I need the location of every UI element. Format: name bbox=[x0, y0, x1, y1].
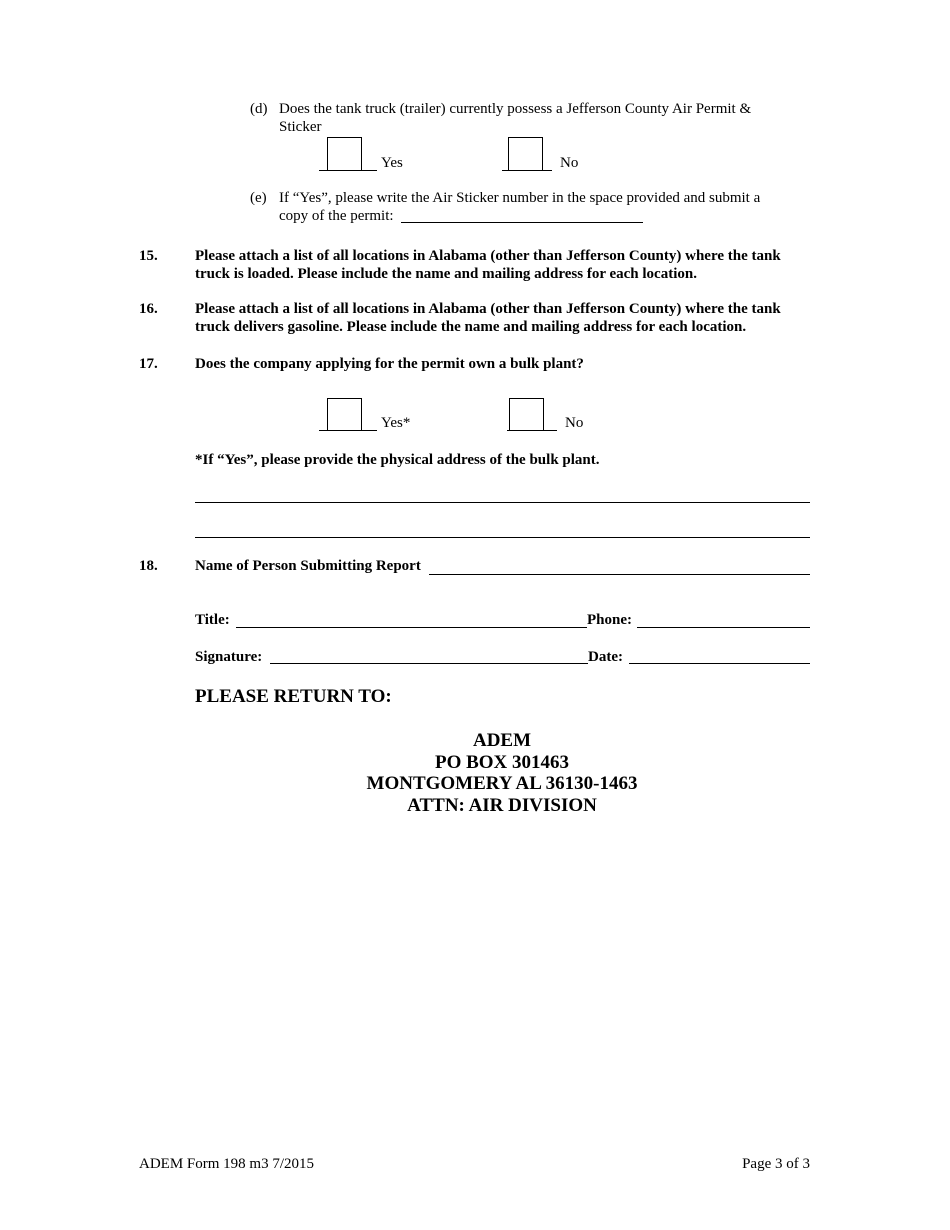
return-address bbox=[302, 730, 702, 816]
return-heading: PLEASE RETURN TO: bbox=[195, 686, 392, 707]
q15-text-line1: Please attach a list of all locations in Alabama (other than Jefferson County) where the tank bbox=[195, 248, 781, 264]
bulk-plant-address-line2[interactable] bbox=[195, 537, 810, 538]
return-line-attn: ATTN: AIR DIVISION bbox=[407, 794, 597, 816]
item-d-question-line2: Sticker bbox=[279, 119, 322, 135]
air-sticker-number-field[interactable] bbox=[401, 222, 643, 223]
date-field[interactable] bbox=[629, 663, 810, 664]
item-e-question-line2: copy of the permit: bbox=[279, 208, 394, 224]
return-line-po-box: PO BOX 301463 bbox=[434, 751, 570, 773]
q17-number: 17. bbox=[139, 356, 158, 372]
q17-no-checkbox[interactable] bbox=[509, 398, 544, 431]
submitter-name-label: Name of Person Submitting Report bbox=[195, 558, 421, 574]
title-field[interactable] bbox=[236, 627, 587, 628]
q15-text-line2: truck is loaded. Please include the name and mailing address for each location. bbox=[195, 266, 697, 282]
return-line-city: MONTGOMERY AL 36130-1463 bbox=[366, 773, 638, 794]
item-d-no-label: No bbox=[560, 155, 579, 171]
q16-text-line2: truck delivers gasoline. Please include the name and mailing address for each location. bbox=[195, 319, 747, 335]
item-e-question-line1: If “Yes”, please write the Air Sticker number in the space provided and submit a bbox=[279, 190, 761, 206]
q16-number: 16. bbox=[139, 301, 158, 317]
q17-yes-label: Yes* bbox=[381, 415, 411, 431]
item-d-no-checkbox[interactable] bbox=[508, 137, 543, 171]
footer-form-id: ADEM Form 198 m3 7/2015 bbox=[139, 1156, 315, 1172]
q17-no-label: No bbox=[565, 415, 584, 431]
q17-text: Does the company applying for the permit own a bulk plant? bbox=[195, 356, 584, 372]
q18-number: 18. bbox=[139, 558, 158, 574]
bulk-plant-address-line1[interactable] bbox=[195, 502, 810, 503]
item-d-letter: (d) bbox=[250, 101, 268, 117]
footer-page-number: Page 3 of 3 bbox=[742, 1156, 810, 1172]
return-line-adem: ADEM bbox=[472, 730, 532, 751]
item-e-letter: (e) bbox=[250, 190, 267, 206]
date-label: Date: bbox=[588, 649, 623, 665]
item-d-yes-label: Yes bbox=[381, 155, 403, 171]
signature-label: Signature: bbox=[195, 649, 263, 665]
signature-field[interactable] bbox=[270, 663, 588, 664]
phone-label: Phone: bbox=[587, 612, 632, 628]
q17-footnote: *If “Yes”, please provide the physical address of the bulk plant. bbox=[195, 452, 600, 468]
phone-field[interactable] bbox=[637, 627, 810, 628]
item-d-question-line1: Does the tank truck (trailer) currently possess a Jefferson County Air Permit & bbox=[279, 101, 752, 117]
q15-number: 15. bbox=[139, 248, 158, 264]
submitter-name-field[interactable] bbox=[429, 574, 810, 575]
title-label: Title: bbox=[195, 612, 230, 628]
item-d-yes-checkbox[interactable] bbox=[327, 137, 362, 171]
q16-text-line1: Please attach a list of all locations in Alabama (other than Jefferson County) where the tank bbox=[195, 301, 781, 317]
q17-yes-checkbox[interactable] bbox=[327, 398, 362, 431]
